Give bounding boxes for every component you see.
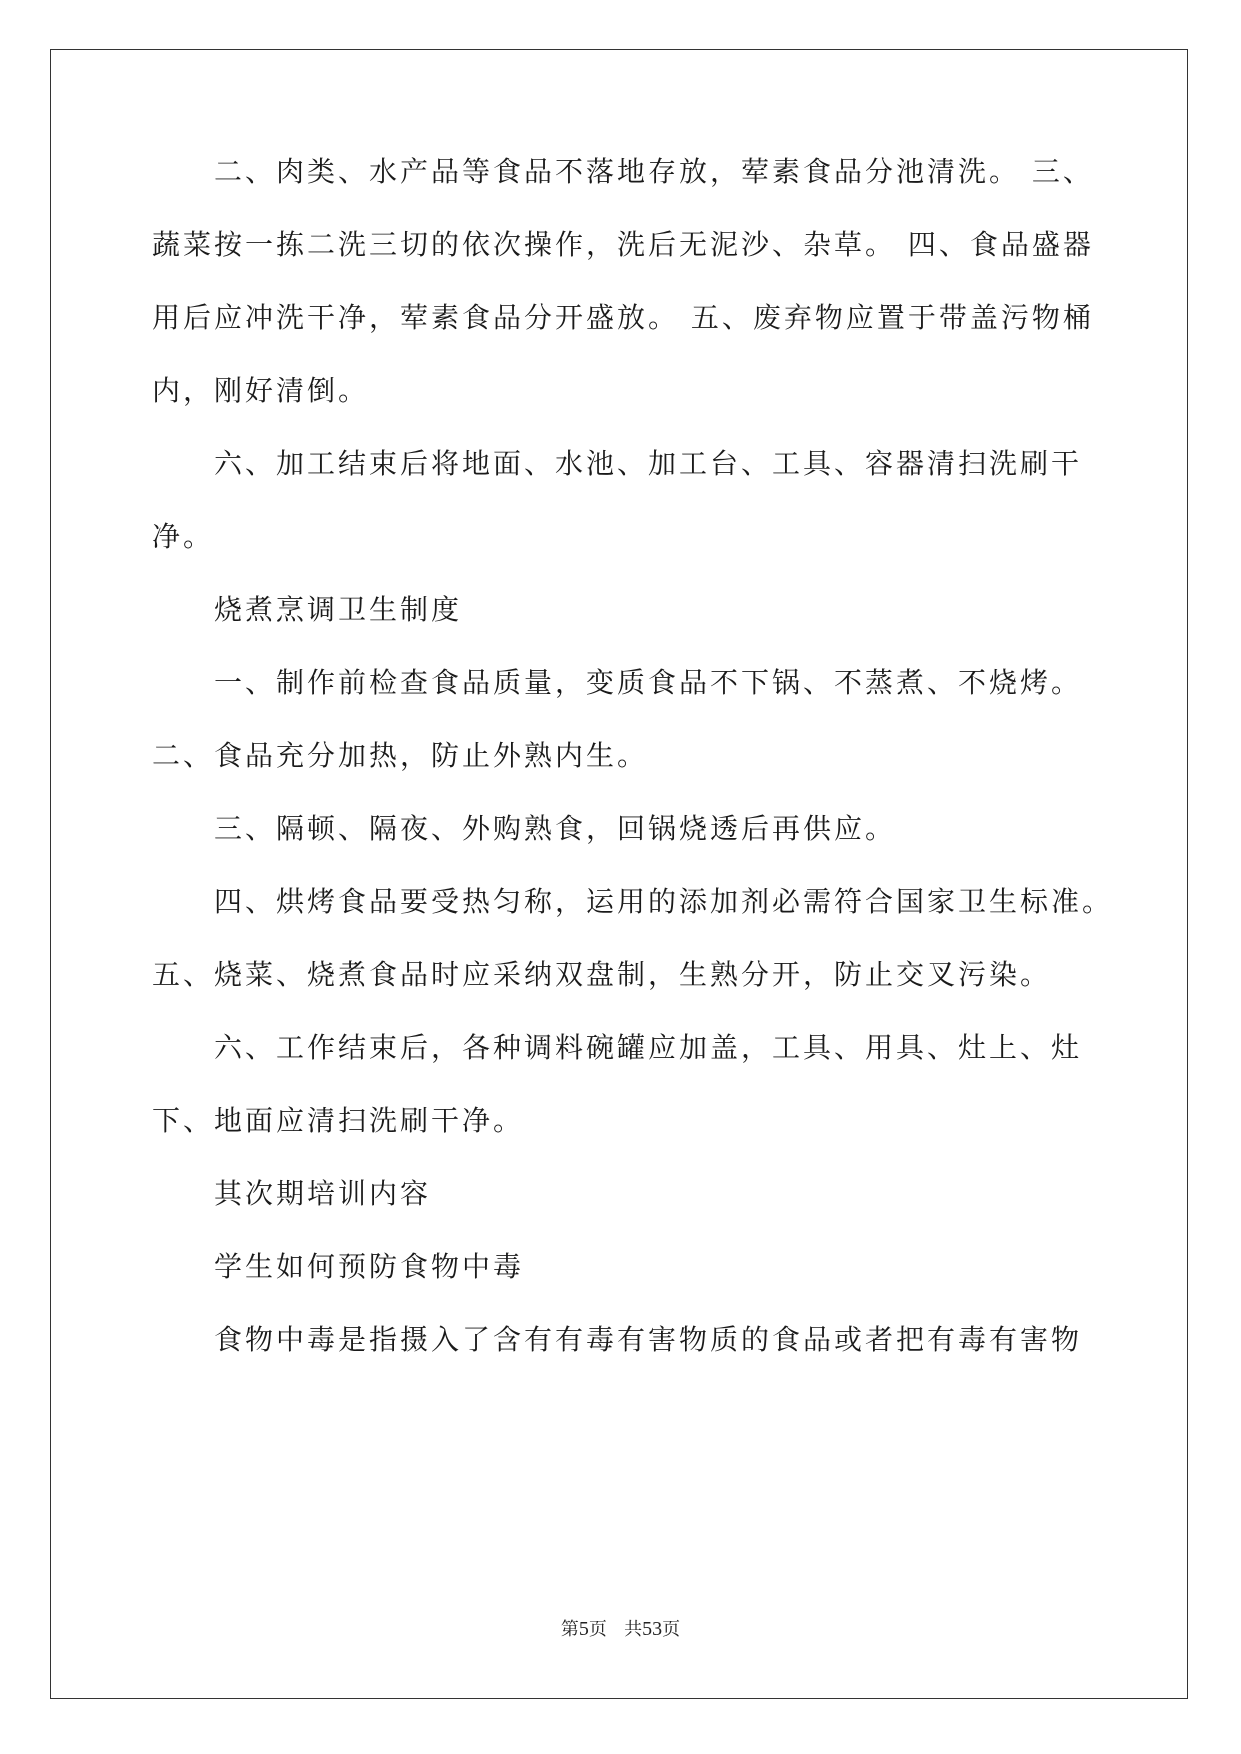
page-number: 5 bbox=[578, 1618, 589, 1640]
text-line: 三、隔顿、隔夜、外购熟食，回锅烧透后再供应。 bbox=[214, 812, 897, 845]
text-line: 食物中毒是指摄入了含有有毒有害物质的食品或者把有毒有害物 bbox=[214, 1323, 1083, 1356]
page-suffix: 页 bbox=[588, 1619, 607, 1640]
page-border bbox=[50, 49, 1188, 1699]
text-line: 用后应冲洗干净，荤素食品分开盛放。 五、废弃物应置于带盖污物桶 bbox=[152, 301, 1094, 334]
section-heading: 其次期培训内容 bbox=[214, 1177, 432, 1210]
section-heading: 学生如何预防食物中毒 bbox=[214, 1250, 525, 1283]
total-pages: 53 bbox=[642, 1618, 663, 1640]
text-line: 内，刚好清倒。 bbox=[152, 374, 370, 407]
text-line: 净。 bbox=[152, 520, 215, 553]
text-line: 下、地面应清扫洗刷干净。 bbox=[152, 1104, 525, 1137]
text-line: 蔬菜按一拣二洗三切的依次操作，洗后无泥沙、杂草。 四、食品盛器 bbox=[152, 228, 1094, 261]
text-line: 四、烘烤食品要受热匀称，运用的添加剂必需符合国家卫生标准。 bbox=[214, 885, 1114, 918]
total-prefix: 共 bbox=[624, 1619, 643, 1640]
text-line: 六、加工结束后将地面、水池、加工台、工具、容器清扫洗刷干 bbox=[214, 447, 1083, 480]
text-line: 一、制作前检查食品质量，变质食品不下锅、不蒸煮、不烧烤。 bbox=[214, 666, 1083, 699]
page-prefix: 第 bbox=[560, 1619, 579, 1640]
text-line: 二、肉类、水产品等食品不落地存放，荤素食品分池清洗。 三、 bbox=[214, 155, 1094, 188]
text-line: 六、工作结束后，各种调料碗罐应加盖，工具、用具、灶上、灶 bbox=[214, 1031, 1083, 1064]
text-line: 五、烧菜、烧煮食品时应采纳双盘制，生熟分开，防止交叉污染。 bbox=[152, 958, 1052, 991]
text-line: 二、食品充分加热，防止外熟内生。 bbox=[152, 739, 649, 772]
total-suffix: 页 bbox=[662, 1619, 681, 1640]
page-footer bbox=[0, 1615, 1241, 1641]
section-heading: 烧煮烹调卫生制度 bbox=[214, 593, 463, 626]
